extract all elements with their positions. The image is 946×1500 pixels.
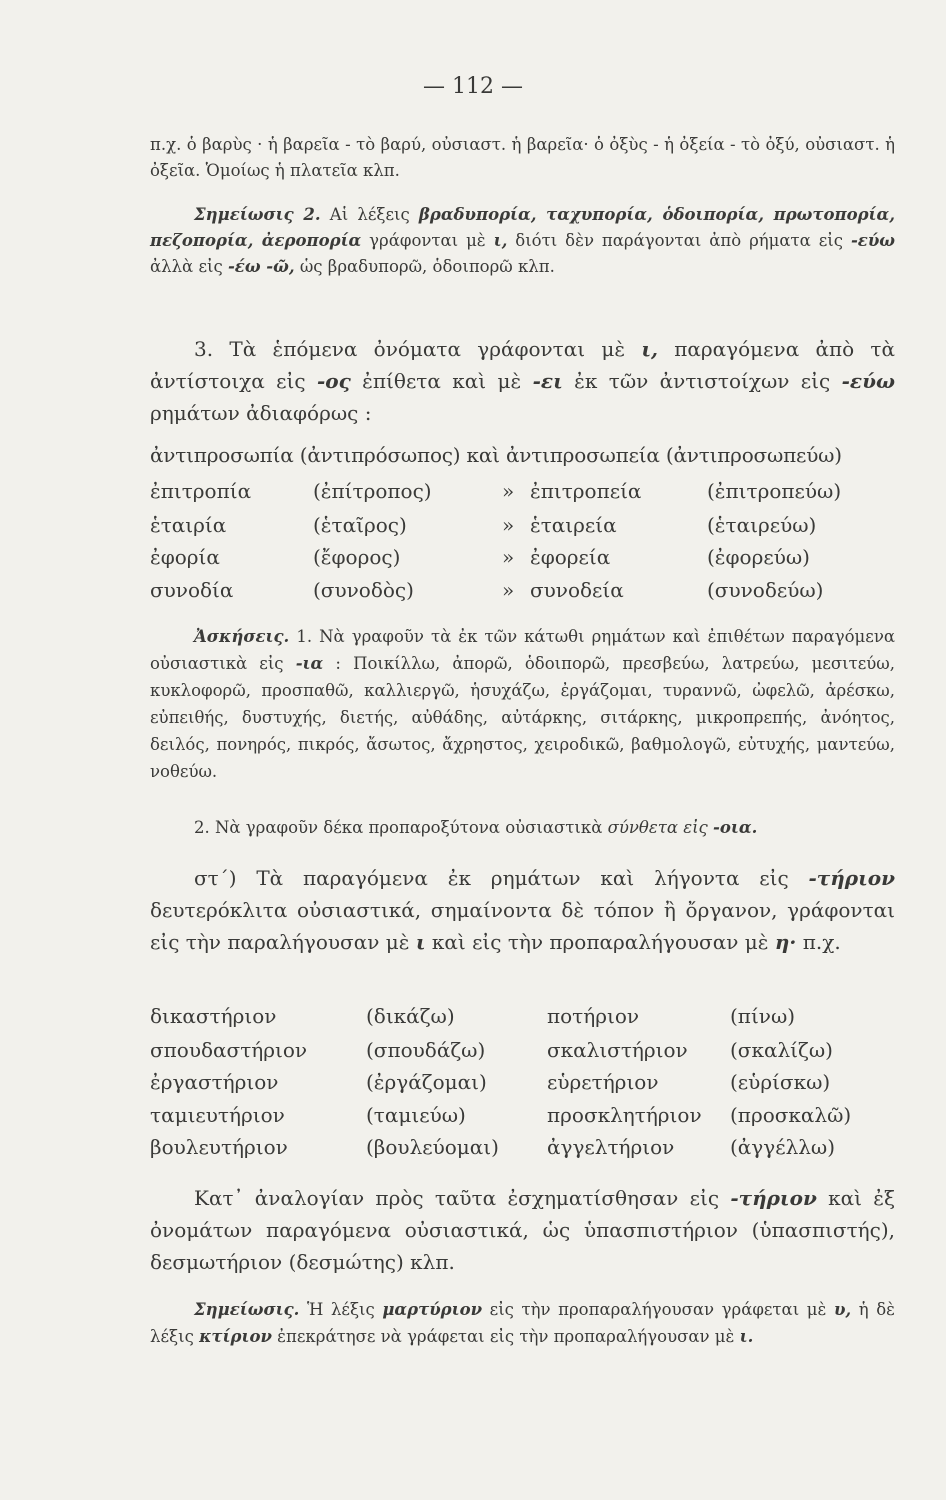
intro-paragraph: π.χ. ὁ βαρὺς · ἡ βαρεῖα - τὸ βαρύ, οὐσιαστ. ἡ βαρεῖα· ὁ ὀξὺς - ἡ ὀξεία - τὸ ὀξύ, οὐσιαστ. ἡ ὀξεῖα. Ὁμοίως ἡ πλατεῖα κλπ.	[150, 135, 895, 180]
note-2-label: Σημείωσις 2.	[194, 205, 321, 224]
exercises-paragraph: Ἀσκήσεις. 1. Νὰ γραφοῦν τὰ ἐκ τῶν κάτωθι ρημάτων καὶ ἐπιθέτων παραγόμενα οὐσιαστικὰ εἰς -ια : Ποικίλλω, ἀπορῶ, ὁδοιπορῶ, πρεσβεύω, λατρεύω, μεσιτεύω, κυκλοφορῶ, προσπαθῶ, καλλιεργῶ, ἡσυχάζω, ἐργάζομαι, τυραννῶ, ὠφελῶ, ἀρέσκω, εὐπειθής, δυστυχής, διετής, αὐθάδης, αὐτάρκης, σιτάρκης, μικροπρεπής, ἀνόητος, δειλός, πονηρός, πικρός, ἄσωτος, ἄχρηστος, χειροδικῶ, βαθμολογῶ, εὐτυχής, μαντεύω, νοθεύω.	[150, 627, 896, 781]
analogy-paragraph: Κατ᾽ ἀναλογίαν πρὸς ταῦτα ἐσχηματίσθησαν εἰς -τήριον καὶ ἐξ ὀνομάτων παραγόμενα οὐσιαστικά, ὡς ὑπασπιστήριον (ὑπασπιστής), δεσμωτήριον (δεσμώτης) κλπ.	[150, 1186, 895, 1274]
book-page: — 112 — π.χ. ὁ βαρὺς · ἡ βαρεῖα - τὸ βαρύ, οὐσιαστ. ἡ βαρεῖα· ὁ ὀξὺς - ἡ ὀξεία - τὸ ὀξύ, οὐσιαστ. ἡ ὀξεῖα. Ὁμοίως ἡ πλατεῖα κλπ. Σημείωσις 2. Αἱ λέξεις βραδυπορία, ταχυπορία, ὁδοιπορία, πρωτοπορία, πεζοπορία, ἀεροπορία γράφονται μὲ ι, διότι δὲν παράγονται ἀπὸ ρήματα εἰς -εύω ἀλλὰ εἰς -έω -ῶ, ὡς βραδυπορῶ, ὁδοιπορῶ κλπ. 3. Τὰ ἑπόμενα ὀνόματα γράφονται μὲ ι, παραγόμενα ἀπὸ τὰ ἀντίστοιχα εἰς -ος ἐπίθετα καὶ μὲ -ει ἐκ τῶν ἀντιστοίχων εἰς -εύω ρημάτων ἀδιαφόρως : ἀντιπροσωπία (ἀντιπρόσωπος) καὶ ἀντιπροσωπεία (ἀντιπροσωπεύω) ἐπιτροπία (ἐπίτροπος) » ἐπιτροπεία (ἐπιτροπεύω) ἑταιρία (ἑταῖρος) » ἑταιρεία (ἑταιρεύω) ἐφορία (ἔφορος) » ἐφορεία (ἐφορεύω) συνοδία (συνοδὸς) » συνοδεία (συνοδεύω) Ἀσκήσεις. 1. Νὰ γραφοῦν τὰ ἐκ τῶν κάτωθι ρημάτων καὶ ἐπιθέτων παραγόμενα οὐσιαστικὰ εἰς -ια : Ποικίλλω, ἀπορῶ, ὁδοιπορῶ, πρεσβεύω, λατρεύω, μεσιτεύω, κυκλοφορῶ, προσπαθῶ, καλλιεργῶ, ἡσυχάζω, ἐργάζομαι, τυραννῶ, ὠφελῶ, ἀρέσκω, εὐπειθής, δυστυχής, διετής, αὐθάδης, αὐτάρκης, σιτάρκης, μικροπρεπής, ἀνόητος, δειλός, πονηρός, πικρός, ἄσωτος, ἄχρηστος, χειροδικῶ, βαθμολογῶ, εὐτυχής, μαντεύω, νοθεύω. 2. Νὰ γραφοῦν δέκα προπαροξύτονα οὐσιαστικὰ σύνθετα εἰς -οια. στ´) Τὰ παραγόμενα ἐκ ρημάτων καὶ λήγοντα εἰς -τήριον δευτερόκλιτα οὐσιαστικά, σημαίνοντα δὲ τόπον ἢ ὄργανον, γράφονται εἰς τὴν παραλήγουσαν μὲ ι καὶ εἰς τὴν προπαραλήγουσαν μὲ η· π.χ. δικαστήριον (δικάζω) ποτήριον (πίνω) σπουδαστήριον (σπουδάζω) σκαλιστήριον (σκαλίζω) ἐργαστήριον (ἐργάζομαι) εὑρετήριον (εὑρίσκω) ταμιευτήριον (ταμιεύω) προσκλητήριον (προσκαλῶ) βουλευτήριον (βουλεύομαι) ἀγγελτήριον (ἀγγέλλω) Κατ᾽ ἀναλογίαν πρὸς ταῦτα ἐσχηματίσθησαν εἰς -τήριον καὶ ἐξ ὀνομάτων παραγόμενα οὐσιαστικά, ὡς ὑπασπιστήριον (ὑπασπιστής), δεσμωτήριον (δεσμώτης) κλπ. Σημείωσις. Ἡ λέξις μαρτύριον εἰς τὴν προπαραλήγουσαν γράφεται μὲ υ, ἡ δὲ λέξις κτίριον ἐπεκράτησε νὰ γράφεται εἰς τὴν προπαραλήγουσαν μὲ ι.	[0, 0, 946, 1500]
exercise-2: 2. Νὰ γραφοῦν δέκα προπαροξύτονα οὐσιαστικὰ σύνθετα εἰς -οια.	[194, 818, 758, 837]
exercises-label: Ἀσκήσεις.	[194, 627, 290, 646]
note-2-paragraph: Σημείωσις 2. Αἱ λέξεις βραδυπορία, ταχυπορία, ὁδοιπορία, πρωτοπορία, πεζοπορία, ἀεροπορία γράφονται μὲ ι, διότι δὲν παράγονται ἀπὸ ρήματα εἰς -εύω ἀλλὰ εἰς -έω -ῶ, ὡς βραδυπορῶ, ὁδοιπορῶ κλπ.	[150, 205, 895, 276]
page-number: — 112 —	[423, 74, 523, 99]
final-note-paragraph: Σημείωσις. Ἡ λέξις μαρτύριον εἰς τὴν προπαραλήγουσαν γράφεται μὲ υ, ἡ δὲ λέξις κτίριον ἐπεκράτησε νὰ γράφεται εἰς τὴν προπαραλήγουσαν μὲ ι.	[150, 1300, 895, 1346]
section-3-paragraph: 3. Τὰ ἑπόμενα ὀνόματα γράφονται μὲ ι, παραγόμενα ἀπὸ τὰ ἀντίστοιχα εἰς -ος ἐπίθετα καὶ μὲ -ει ἐκ τῶν ἀντιστοίχων εἰς -εύω ρημάτων ἀδιαφόρως :	[150, 337, 896, 425]
section-st-paragraph: στ´) Τὰ παραγόμενα ἐκ ρημάτων καὶ λήγοντα εἰς -τήριον δευτερόκλιτα οὐσιαστικά, σημαίνοντα δὲ τόπον ἢ ὄργανον, γράφονται εἰς τὴν παραλήγουσαν μὲ ι καὶ εἰς τὴν προπαραλήγουσαν μὲ η· π.χ.	[150, 866, 895, 954]
final-note-label: Σημείωσις.	[194, 1300, 300, 1319]
table1-first-row: ἀντιπροσωπία (ἀντιπρόσωπος) καὶ ἀντιπροσωπεία (ἀντιπροσωπεύω)	[150, 443, 842, 467]
